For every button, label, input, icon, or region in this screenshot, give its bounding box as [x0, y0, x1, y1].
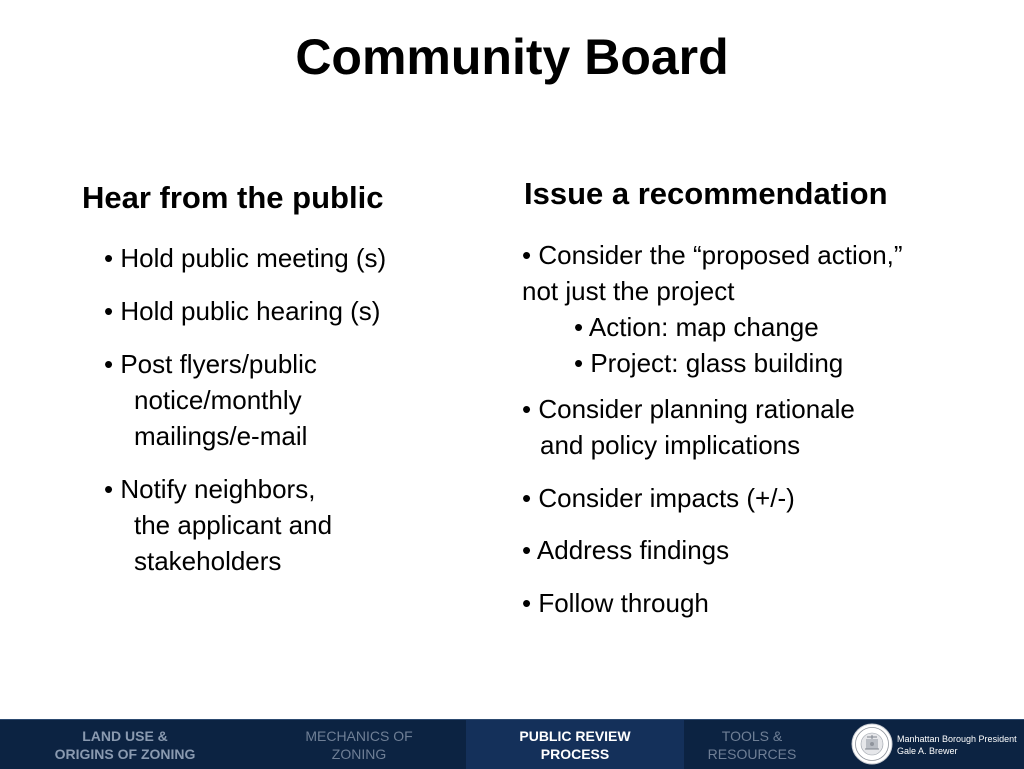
left-column-heading: Hear from the public	[82, 180, 384, 215]
nav-label-line: RESOURCES	[707, 745, 797, 762]
nav-label-line: PUBLIC REVIEW	[519, 727, 631, 744]
list-item: • Notify neighbors,	[104, 474, 316, 504]
list-item-continuation: the applicant and	[134, 510, 333, 540]
nav-label-line: TOOLS &	[721, 727, 783, 744]
nav-mechanics-of-zoning[interactable]	[270, 720, 448, 769]
borough-president-title: Manhattan Borough President	[897, 734, 1017, 744]
list-item-continuation: and policy implications	[540, 430, 801, 460]
borough-president-name: Gale A. Brewer	[897, 746, 958, 756]
list-item: • Hold public meeting (s)	[104, 243, 387, 273]
nav-label-line: ZONING	[331, 745, 387, 762]
list-item: • Consider planning rationale	[522, 394, 855, 424]
sub-list-item: • Action: map change	[574, 312, 819, 342]
nav-label-line: ORIGINS OF ZONING	[54, 745, 196, 762]
sub-list-item: • Project: glass building	[574, 348, 844, 378]
list-item: • Consider the “proposed action,”	[522, 240, 903, 270]
slide-title: Community Board	[295, 29, 729, 85]
right-column-heading: Issue a recommendation	[524, 176, 888, 211]
list-item-continuation: mailings/e-mail	[134, 421, 308, 451]
list-item: • Consider impacts (+/-)	[522, 483, 795, 513]
list-item: • Post flyers/public	[104, 349, 317, 379]
borough-seal-icon	[851, 723, 893, 765]
list-item-continuation: stakeholders	[134, 546, 282, 576]
nav-tools-resources[interactable]	[688, 720, 816, 769]
list-item: • Address findings	[522, 535, 730, 565]
borough-president-credit	[897, 733, 1017, 757]
list-item: • Hold public hearing (s)	[104, 296, 381, 326]
nav-public-review-process[interactable]	[466, 720, 684, 769]
nav-label-line: MECHANICS OF	[305, 727, 413, 744]
nav-label-line: LAND USE &	[82, 727, 168, 744]
nav-label-line: PROCESS	[540, 745, 610, 762]
list-item: • Follow through	[522, 588, 709, 618]
list-item-continuation: notice/monthly	[134, 385, 302, 415]
list-item-continuation: not just the project	[522, 276, 735, 306]
nav-land-use-origins-of-zoning[interactable]	[30, 720, 220, 769]
